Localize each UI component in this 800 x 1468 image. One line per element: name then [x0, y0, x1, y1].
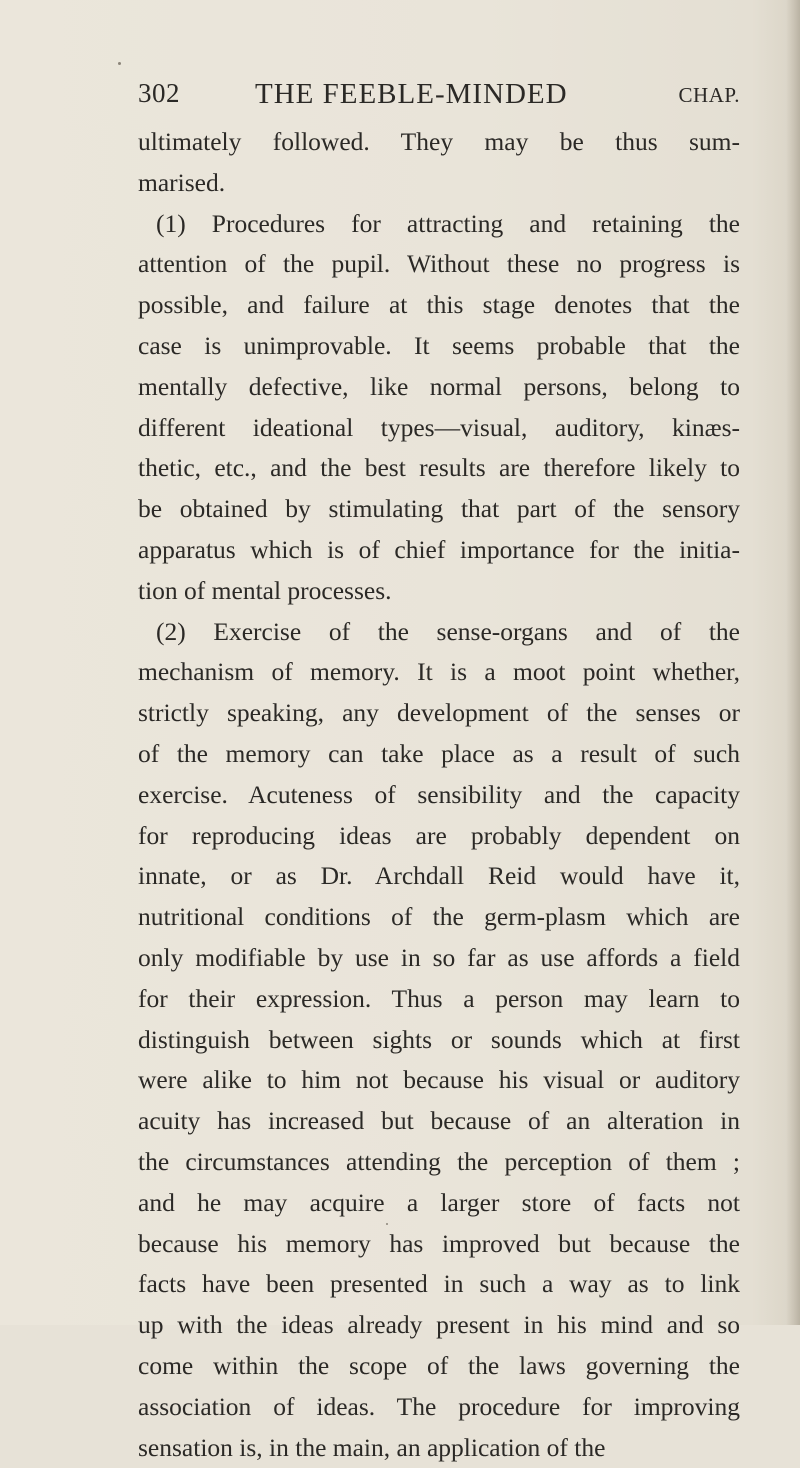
text-line: apparatus which is of chief importance for the initia- — [138, 530, 740, 571]
chapter-label: CHAP. — [679, 83, 740, 108]
text-line: attention of the pupil. Without these no progress is — [138, 244, 740, 285]
text-line: acuity has increased but because of an alteration in — [138, 1101, 740, 1142]
text-line: come within the scope of the laws governing the — [138, 1346, 740, 1387]
text-line: for their expression. Thus a person may learn to — [138, 979, 740, 1020]
text-line: facts have been presented in such a way as to link — [138, 1264, 740, 1305]
text-line: nutritional conditions of the germ-plasm which are — [138, 897, 740, 938]
text-line: ultimately followed. They may be thus sum- — [138, 122, 740, 163]
paper-speck — [386, 1223, 388, 1225]
body-text — [138, 122, 740, 1468]
text-line: because his memory has improved but because the — [138, 1224, 740, 1265]
page-number: 302 — [138, 78, 180, 109]
text-line: and he may acquire a larger store of facts not — [138, 1183, 740, 1224]
text-line: the circumstances attending the perception of them ; — [138, 1142, 740, 1183]
text-line: for reproducing ideas are probably dependent on — [138, 816, 740, 857]
text-line: were alike to him not because his visual or auditory — [138, 1060, 740, 1101]
text-line: distinguish between sights or sounds which at first — [138, 1020, 740, 1061]
text-line: be obtained by stimulating that part of the sensory — [138, 489, 740, 530]
text-line: case is unimprovable. It seems probable that the — [138, 326, 740, 367]
text-line: (2) Exercise of the sense-organs and of the — [138, 612, 740, 653]
text-line: strictly speaking, any development of the senses or — [138, 693, 740, 734]
paper-speck — [118, 62, 121, 65]
page-edge-shadow — [786, 0, 800, 1325]
text-line: innate, or as Dr. Archdall Reid would have it, — [138, 856, 740, 897]
page-header — [138, 78, 740, 118]
text-line: mentally defective, like normal persons, belong to — [138, 367, 740, 408]
text-line: tion of mental processes. — [138, 571, 740, 612]
text-line: up with the ideas already present in his mind and so — [138, 1305, 740, 1346]
text-line: marised. — [138, 163, 740, 204]
text-line: thetic, etc., and the best results are therefore likely to — [138, 448, 740, 489]
text-line: different ideational types—visual, auditory, kinæs- — [138, 408, 740, 449]
text-line: association of ideas. The procedure for improving — [138, 1387, 740, 1428]
text-line: (1) Procedures for attracting and retaining the — [138, 204, 740, 245]
text-line: sensation is, in the main, an application of the — [138, 1428, 740, 1468]
text-line: possible, and failure at this stage denotes that the — [138, 285, 740, 326]
running-head: THE FEEBLE-MINDED — [255, 78, 568, 111]
text-line: mechanism of memory. It is a moot point whether, — [138, 652, 740, 693]
text-line: exercise. Acuteness of sensibility and the capacity — [138, 775, 740, 816]
text-line: only modifiable by use in so far as use affords a field — [138, 938, 740, 979]
text-line: of the memory can take place as a result of such — [138, 734, 740, 775]
